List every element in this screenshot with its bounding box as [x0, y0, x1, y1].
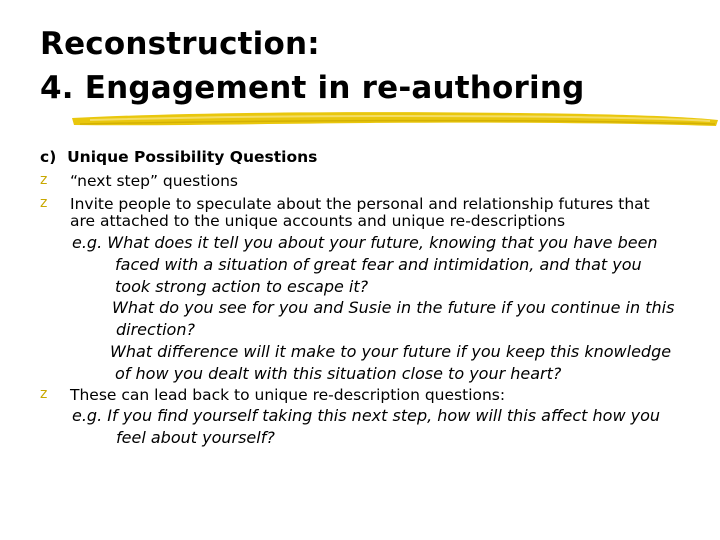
- example-2-line-2: direction?: [116, 320, 195, 339]
- bullet-item-2-line-2: are attached to the unique accounts and unique re-descriptions: [70, 212, 566, 230]
- example-2-line-1: What do you see for you and Susie in the future if you continue in this: [112, 298, 675, 317]
- example-1-line-1: e.g. What does it tell you about your future, knowing that you have been: [72, 233, 658, 252]
- slide-title-line-2: 4. Engagement in re-authoring: [40, 70, 585, 106]
- bullet-marker-3: z: [40, 386, 48, 402]
- section-marker: c): [40, 148, 57, 166]
- example-3-line-1: What difference will it make to your future if you keep this knowledge: [110, 342, 672, 361]
- slide-title: [40, 22, 585, 110]
- section-heading-text: Unique Possibility Questions: [67, 148, 318, 166]
- example-3-line-2: of how you dealt with this situation close to your heart?: [115, 364, 562, 383]
- bullet-item-2-line-1: Invite people to speculate about the personal and relationship futures that: [70, 195, 650, 213]
- example-4-line-1: e.g. If you find yourself taking this next step, how will this affect how you: [72, 406, 661, 425]
- slide-title-line-1: Reconstruction:: [40, 26, 320, 62]
- section-heading: [40, 148, 317, 166]
- brush-stroke-divider: [70, 106, 720, 132]
- bullet-item-1: “next step” questions: [70, 172, 238, 190]
- bullet-marker-1: z: [40, 172, 48, 188]
- example-1-line-3: took strong action to escape it?: [115, 277, 369, 296]
- bullet-item-3: These can lead back to unique re-description questions:: [70, 386, 506, 404]
- example-1-line-2: faced with a situation of great fear and intimidation, and that you: [115, 255, 642, 274]
- bullet-marker-2: z: [40, 195, 48, 211]
- example-4-line-2: feel about yourself?: [116, 428, 275, 447]
